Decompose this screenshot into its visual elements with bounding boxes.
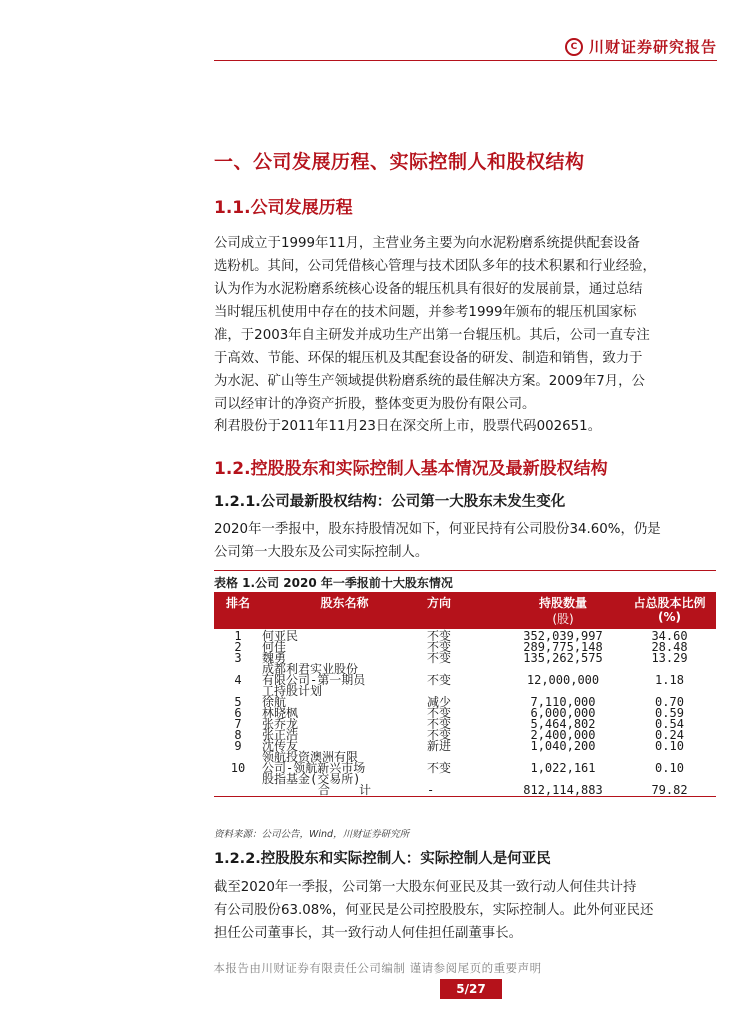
cell-shares: 1,040,200 <box>530 739 596 753</box>
footer-disclaimer: 本报告由川财证券有限责任公司编制 谨请参阅尾页的重要声明 <box>213 961 542 975</box>
name-line: 何亚民 <box>262 629 299 643</box>
table-source: 资料来源：公司公告，Wind，川财证券研究所 <box>214 829 410 840</box>
para-line: 2020年一季报中，股东持股情况如下，何亚民持有公司股份34.60%，仍是 <box>214 522 661 537</box>
para-line: 认为作为水泥粉磨系统核心设备的辊压机具有很好的发展前景，通过总结 <box>214 282 643 297</box>
cell-name <box>262 752 427 785</box>
shareholder-table <box>214 592 716 797</box>
name-line: 魏勇 <box>262 651 287 665</box>
cell-shares: 5,464,802 <box>530 717 596 731</box>
cell-direction: 不变 <box>427 673 452 687</box>
cell-total-label: 合 计 <box>262 785 427 797</box>
name-line: 何佳 <box>262 640 287 654</box>
header-divider <box>214 60 717 61</box>
cell-direction: 不变 <box>427 761 452 775</box>
section-1-1-title: 1.1.公司发展历程 <box>214 198 353 218</box>
para-line: 选粉机。其间，公司凭借核心管理与技术团队多年的技术积累和行业经验， <box>214 259 656 274</box>
para-line: 担任公司董事长，其一致行动人何佳担任副董事长。 <box>214 926 522 941</box>
table-header-row <box>214 592 716 629</box>
cell-rank: 1 <box>234 629 242 643</box>
cell-shares: 1,022,161 <box>530 761 596 775</box>
para-line: 公司第一大股东及公司实际控制人。 <box>214 545 429 560</box>
cell-rank: 8 <box>234 728 242 742</box>
cell-pct: 1.18 <box>655 673 684 687</box>
cell-rank: 9 <box>234 739 242 753</box>
section-1-2-1-title: 1.2.1.公司最新股权结构：公司第一大股东未发生变化 <box>214 494 566 510</box>
cell-direction: 不变 <box>427 728 452 742</box>
name-line: 徐航 <box>262 695 287 709</box>
name-line: 有限公司-第一期员 <box>262 673 366 687</box>
para-line: 截至2020年一季报，公司第一大股东何亚民及其一致行动人何佳共计持 <box>214 880 637 895</box>
name-line: 沈传友 <box>262 739 299 753</box>
para-line: 准，于2003年自主研发并成功生产出第一台辊压机。其后，公司一直专注 <box>214 328 650 343</box>
cell-pct: 0.10 <box>655 761 684 775</box>
header-pct: 占总股本比例(%) <box>623 592 716 629</box>
cell-rank: 2 <box>234 640 242 654</box>
cell-shares: 135,262,575 <box>523 651 603 665</box>
cell-direction: 减少 <box>427 695 452 709</box>
cell-pct: 13.29 <box>651 651 688 665</box>
page-number: 5/27 <box>440 979 502 999</box>
para-line: 当时辊压机使用中存在的技术问题，并参考1999年颁布的辊压机国家标 <box>214 305 637 320</box>
cell-shares: 7,110,000 <box>530 695 596 709</box>
cell-rank: 7 <box>234 717 242 731</box>
cell-pct: 0.10 <box>655 739 684 753</box>
cell-name <box>262 642 427 653</box>
table-row <box>214 642 716 653</box>
header-shares-label: 持股数量 <box>538 596 587 610</box>
name-line: 股指基金(交易所) <box>262 772 361 786</box>
cell-shares: 352,039,997 <box>523 629 603 643</box>
header-shares-unit: (股) <box>552 612 574 626</box>
listing-paragraph: 利君股份于2011年11月23日在深交所上市，股票代码002651。 <box>214 419 602 434</box>
para-line: 公司成立于1999年11月，主营业务主要为向水泥粉磨系统提供配套设备 <box>214 236 641 251</box>
circle-c-logo-icon: C <box>565 38 583 56</box>
cell-total-direction: - <box>427 785 503 797</box>
cell-rank: 3 <box>234 651 242 665</box>
cell-shares: 2,400,000 <box>530 728 596 742</box>
cell-name <box>262 664 427 697</box>
cell-pct: 0.24 <box>655 728 684 742</box>
section-1-title: 一、公司发展历程、实际控制人和股权结构 <box>214 151 585 173</box>
para-line: 于高效、节能、环保的辊压机及其配套设备的研发、制造和销售，致力于 <box>214 351 643 366</box>
cell-pct: 0.59 <box>655 706 684 720</box>
cell-pct: 34.60 <box>651 629 688 643</box>
table-row <box>214 629 716 642</box>
cell-direction: 不变 <box>427 640 452 654</box>
name-line: 成都利君实业股份 <box>262 662 359 676</box>
cell-rank: 6 <box>234 706 242 720</box>
name-line: 张乔龙 <box>262 717 299 731</box>
name-line: 工持股计划 <box>262 684 323 698</box>
header-name: 股东名称 <box>262 592 427 629</box>
cell-direction: 不变 <box>427 629 452 643</box>
section-1-2-2-paragraph <box>214 876 716 945</box>
section-1-2-1-paragraph <box>214 518 716 564</box>
cell-direction: 不变 <box>427 717 452 731</box>
cell-total-shares: 812,114,883 <box>503 785 623 797</box>
cell-shares: 289,775,148 <box>523 640 603 654</box>
para-line: 司以经审计的净资产折股，整体变更为股份有限公司。 <box>214 397 536 412</box>
para-line: 有公司股份63.08%，何亚民是公司控股股东，实际控制人。此外何亚民还 <box>214 903 654 918</box>
section-1-1-paragraph <box>214 232 716 416</box>
brand-header <box>565 36 717 57</box>
name-line: 领航投资澳洲有限 <box>262 750 359 764</box>
table-total-row <box>214 785 716 797</box>
cell-pct: 0.54 <box>655 717 684 731</box>
cell-total-rank <box>214 785 262 797</box>
table-row <box>214 664 716 697</box>
table-row <box>214 752 716 785</box>
table-top-rule <box>214 570 716 571</box>
cell-total-pct: 79.82 <box>623 785 716 797</box>
cell-name <box>262 629 427 642</box>
cell-pct: 0.70 <box>655 695 684 709</box>
cell-shares: 6,000,000 <box>530 706 596 720</box>
name-line: 公司-领航新兴市场 <box>262 761 366 775</box>
cell-rank: 5 <box>234 695 242 709</box>
header-rank: 排名 <box>214 592 262 629</box>
cell-direction: 新进 <box>427 739 452 753</box>
cell-direction: 不变 <box>427 651 452 665</box>
cell-direction: 不变 <box>427 706 452 720</box>
brand-name: 川财证券研究报告 <box>588 38 717 56</box>
header-shares <box>503 592 623 629</box>
table-caption: 表格 1.公司 2020 年一季报前十大股东情况 <box>214 576 453 590</box>
cell-shares: 12,000,000 <box>526 673 600 687</box>
para-line: 为水泥、矿山等生产领域提供粉磨系统的最佳解决方案。2009年7月，公 <box>214 374 645 389</box>
name-line: 张正浩 <box>262 728 299 742</box>
header-direction: 方向 <box>427 592 503 629</box>
cell-rank: 10 <box>230 761 246 775</box>
cell-pct: 28.48 <box>651 640 688 654</box>
cell-rank: 4 <box>234 673 242 687</box>
section-1-2-title: 1.2.控股股东和实际控制人基本情况及最新股权结构 <box>214 459 608 479</box>
name-line: 林晓枫 <box>262 706 299 720</box>
section-1-2-2-title: 1.2.2.控股股东和实际控制人：实际控制人是何亚民 <box>214 851 551 867</box>
